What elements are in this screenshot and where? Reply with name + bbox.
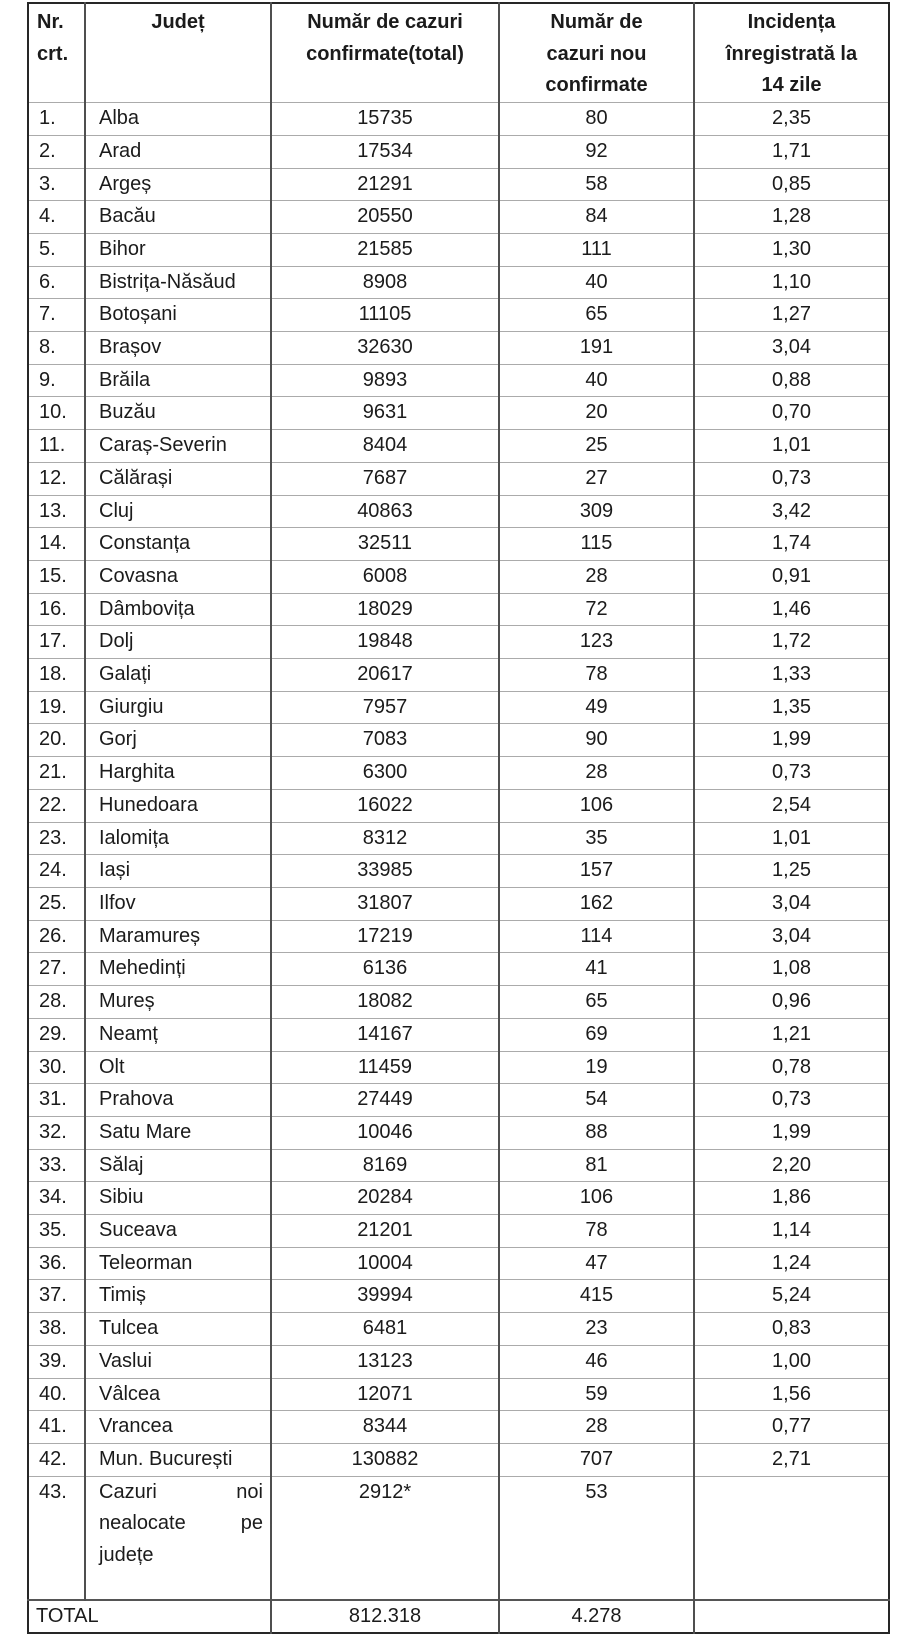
table-row bbox=[28, 233, 889, 266]
incidence-cell: 0,83 bbox=[694, 1313, 889, 1346]
new-cases-cell: 92 bbox=[499, 135, 694, 168]
confirmed-total-cell: 13123 bbox=[271, 1345, 499, 1378]
header-row bbox=[28, 3, 889, 103]
row-number-cell: 43. bbox=[28, 1476, 85, 1600]
row-number-cell: 7. bbox=[28, 299, 85, 332]
county-name-cell: Sibiu bbox=[85, 1182, 271, 1215]
incidence-cell: 1,00 bbox=[694, 1345, 889, 1378]
row-number-cell: 9. bbox=[28, 364, 85, 397]
confirmed-total-cell: 11105 bbox=[271, 299, 499, 332]
table-row bbox=[28, 887, 889, 920]
row-number-cell: 24. bbox=[28, 855, 85, 888]
new-cases-cell: 90 bbox=[499, 724, 694, 757]
table-row bbox=[28, 103, 889, 136]
new-cases-cell: 78 bbox=[499, 1215, 694, 1248]
incidence-cell: 1,99 bbox=[694, 1116, 889, 1149]
table-row bbox=[28, 1345, 889, 1378]
row-number-cell: 28. bbox=[28, 986, 85, 1019]
new-cases-cell: 115 bbox=[499, 528, 694, 561]
county-name-cell: Teleorman bbox=[85, 1247, 271, 1280]
county-name-cell: Dâmbovița bbox=[85, 593, 271, 626]
row-number-cell: 11. bbox=[28, 430, 85, 463]
incidence-cell bbox=[694, 1476, 889, 1600]
row-number-cell: 12. bbox=[28, 462, 85, 495]
county-name-cell: Neamț bbox=[85, 1018, 271, 1051]
row-number-cell: 22. bbox=[28, 789, 85, 822]
incidence-cell: 1,08 bbox=[694, 953, 889, 986]
new-cases-cell: 78 bbox=[499, 659, 694, 692]
row-number-cell: 21. bbox=[28, 757, 85, 790]
row-number-cell: 20. bbox=[28, 724, 85, 757]
county-name-cell: Mun. București bbox=[85, 1443, 271, 1476]
new-cases-cell: 72 bbox=[499, 593, 694, 626]
incidence-cell: 1,28 bbox=[694, 201, 889, 234]
row-number-cell: 8. bbox=[28, 332, 85, 365]
row-number-cell: 4. bbox=[28, 201, 85, 234]
confirmed-total-cell: 17219 bbox=[271, 920, 499, 953]
confirmed-total-cell: 7083 bbox=[271, 724, 499, 757]
incidence-cell: 1,21 bbox=[694, 1018, 889, 1051]
county-name-cell: Olt bbox=[85, 1051, 271, 1084]
table-row bbox=[28, 495, 889, 528]
table-row bbox=[28, 135, 889, 168]
header-nr-crt bbox=[28, 3, 85, 103]
row-number-cell: 15. bbox=[28, 560, 85, 593]
table-row bbox=[28, 364, 889, 397]
header-judet bbox=[85, 3, 271, 103]
new-cases-cell: 27 bbox=[499, 462, 694, 495]
table-row bbox=[28, 593, 889, 626]
row-number-cell: 2. bbox=[28, 135, 85, 168]
table-row bbox=[28, 201, 889, 234]
confirmed-total-cell: 32511 bbox=[271, 528, 499, 561]
table-row bbox=[28, 626, 889, 659]
table-row bbox=[28, 757, 889, 790]
table-row bbox=[28, 659, 889, 692]
confirmed-total-cell: 8344 bbox=[271, 1411, 499, 1444]
row-number-cell: 26. bbox=[28, 920, 85, 953]
confirmed-total-cell: 18029 bbox=[271, 593, 499, 626]
new-cases-cell: 28 bbox=[499, 1411, 694, 1444]
county-name-cell: Călărași bbox=[85, 462, 271, 495]
confirmed-total-cell: 10004 bbox=[271, 1247, 499, 1280]
confirmed-total-cell: 20617 bbox=[271, 659, 499, 692]
new-cases-cell: 47 bbox=[499, 1247, 694, 1280]
incidence-cell: 1,72 bbox=[694, 626, 889, 659]
county-name-cell: Ilfov bbox=[85, 887, 271, 920]
county-name-cell: Satu Mare bbox=[85, 1116, 271, 1149]
new-cases-cell: 25 bbox=[499, 430, 694, 463]
county-name-cell: Caraș-Severin bbox=[85, 430, 271, 463]
row-number-cell: 39. bbox=[28, 1345, 85, 1378]
confirmed-total-cell: 21201 bbox=[271, 1215, 499, 1248]
county-name-cell: Giurgiu bbox=[85, 691, 271, 724]
new-cases-cell: 88 bbox=[499, 1116, 694, 1149]
row-number-cell: 1. bbox=[28, 103, 85, 136]
new-cases-cell: 114 bbox=[499, 920, 694, 953]
table-row bbox=[28, 724, 889, 757]
confirmed-total-cell: 16022 bbox=[271, 789, 499, 822]
row-number-cell: 10. bbox=[28, 397, 85, 430]
row-number-cell: 31. bbox=[28, 1084, 85, 1117]
new-cases-cell: 191 bbox=[499, 332, 694, 365]
new-cases-cell: 35 bbox=[499, 822, 694, 855]
confirmed-total-cell: 20284 bbox=[271, 1182, 499, 1215]
table-row bbox=[28, 1247, 889, 1280]
table-row bbox=[28, 332, 889, 365]
incidence-cell: 0,77 bbox=[694, 1411, 889, 1444]
new-cases-cell: 106 bbox=[499, 1182, 694, 1215]
county-name-cell: Cazuri noi nealocate pe județe bbox=[85, 1476, 271, 1600]
row-number-cell: 13. bbox=[28, 495, 85, 528]
incidence-cell: 2,35 bbox=[694, 103, 889, 136]
confirmed-total-cell: 33985 bbox=[271, 855, 499, 888]
table-row bbox=[28, 1182, 889, 1215]
county-name-cell: Brașov bbox=[85, 332, 271, 365]
row-number-cell: 3. bbox=[28, 168, 85, 201]
table-row bbox=[28, 1476, 889, 1600]
county-name-cell: Tulcea bbox=[85, 1313, 271, 1346]
new-cases-cell: 123 bbox=[499, 626, 694, 659]
confirmed-total-cell: 19848 bbox=[271, 626, 499, 659]
county-name-cell: Prahova bbox=[85, 1084, 271, 1117]
incidence-cell: 1,33 bbox=[694, 659, 889, 692]
incidence-cell: 2,54 bbox=[694, 789, 889, 822]
new-cases-cell: 28 bbox=[499, 560, 694, 593]
table-body bbox=[28, 103, 889, 1600]
new-cases-cell: 20 bbox=[499, 397, 694, 430]
total-new-cases-cell: 4.278 bbox=[499, 1600, 694, 1634]
county-name-cell: Bihor bbox=[85, 233, 271, 266]
incidence-cell: 1,14 bbox=[694, 1215, 889, 1248]
row-number-cell: 23. bbox=[28, 822, 85, 855]
confirmed-total-cell: 11459 bbox=[271, 1051, 499, 1084]
county-name-cell: Bistrița-Năsăud bbox=[85, 266, 271, 299]
table-row bbox=[28, 986, 889, 1019]
new-cases-cell: 69 bbox=[499, 1018, 694, 1051]
county-name-cell: Gorj bbox=[85, 724, 271, 757]
incidence-cell: 5,24 bbox=[694, 1280, 889, 1313]
header-line: Nr. bbox=[37, 11, 64, 33]
incidence-cell: 0,73 bbox=[694, 757, 889, 790]
incidence-cell: 1,74 bbox=[694, 528, 889, 561]
incidence-cell: 0,70 bbox=[694, 397, 889, 430]
confirmed-total-cell: 12071 bbox=[271, 1378, 499, 1411]
incidence-cell: 1,27 bbox=[694, 299, 889, 332]
table-row bbox=[28, 1313, 889, 1346]
county-name-cell: Alba bbox=[85, 103, 271, 136]
header-line: Număr de bbox=[550, 11, 643, 33]
new-cases-cell: 19 bbox=[499, 1051, 694, 1084]
incidence-cell: 1,25 bbox=[694, 855, 889, 888]
new-cases-cell: 46 bbox=[499, 1345, 694, 1378]
header-line: înregistrată la bbox=[725, 42, 858, 65]
table-row bbox=[28, 822, 889, 855]
new-cases-cell: 65 bbox=[499, 299, 694, 332]
new-cases-cell: 65 bbox=[499, 986, 694, 1019]
header-line: crt. bbox=[37, 42, 69, 65]
new-cases-cell: 157 bbox=[499, 855, 694, 888]
table-row bbox=[28, 266, 889, 299]
county-name-cell: Maramureș bbox=[85, 920, 271, 953]
incidence-cell: 2,71 bbox=[694, 1443, 889, 1476]
header-line: cazuri nou bbox=[546, 42, 647, 65]
incidence-cell: 3,04 bbox=[694, 920, 889, 953]
incidence-cell: 0,96 bbox=[694, 986, 889, 1019]
county-name-cell: Vaslui bbox=[85, 1345, 271, 1378]
table-row bbox=[28, 397, 889, 430]
confirmed-total-cell: 6481 bbox=[271, 1313, 499, 1346]
incidence-cell: 0,73 bbox=[694, 1084, 889, 1117]
table-row bbox=[28, 299, 889, 332]
new-cases-cell: 111 bbox=[499, 233, 694, 266]
confirmed-total-cell: 8908 bbox=[271, 266, 499, 299]
row-number-cell: 42. bbox=[28, 1443, 85, 1476]
table-row bbox=[28, 430, 889, 463]
table-row bbox=[28, 789, 889, 822]
table-row bbox=[28, 1215, 889, 1248]
county-name-cell: Timiș bbox=[85, 1280, 271, 1313]
header-incidenta bbox=[694, 3, 889, 103]
covid-county-table bbox=[27, 2, 890, 1634]
new-cases-cell: 80 bbox=[499, 103, 694, 136]
county-name-cell: Sălaj bbox=[85, 1149, 271, 1182]
new-cases-cell: 707 bbox=[499, 1443, 694, 1476]
table-row bbox=[28, 1411, 889, 1444]
row-number-cell: 27. bbox=[28, 953, 85, 986]
county-name-cell: Vâlcea bbox=[85, 1378, 271, 1411]
row-number-cell: 32. bbox=[28, 1116, 85, 1149]
new-cases-cell: 40 bbox=[499, 266, 694, 299]
county-name-cell: Mehedinți bbox=[85, 953, 271, 986]
row-number-cell: 40. bbox=[28, 1378, 85, 1411]
new-cases-cell: 415 bbox=[499, 1280, 694, 1313]
incidence-cell: 0,91 bbox=[694, 560, 889, 593]
table-row bbox=[28, 1051, 889, 1084]
confirmed-total-cell: 8404 bbox=[271, 430, 499, 463]
confirmed-total-cell: 14167 bbox=[271, 1018, 499, 1051]
confirmed-total-cell: 21291 bbox=[271, 168, 499, 201]
incidence-cell: 1,35 bbox=[694, 691, 889, 724]
new-cases-cell: 23 bbox=[499, 1313, 694, 1346]
row-number-cell: 30. bbox=[28, 1051, 85, 1084]
total-incidence-cell bbox=[694, 1600, 889, 1634]
total-label: TOTAL bbox=[28, 1600, 271, 1634]
incidence-cell: 0,73 bbox=[694, 462, 889, 495]
table-row bbox=[28, 920, 889, 953]
row-number-cell: 16. bbox=[28, 593, 85, 626]
county-name-cell: Arad bbox=[85, 135, 271, 168]
header-line: confirmate bbox=[545, 74, 648, 97]
new-cases-cell: 41 bbox=[499, 953, 694, 986]
confirmed-total-cell: 27449 bbox=[271, 1084, 499, 1117]
county-name-cell: Mureș bbox=[85, 986, 271, 1019]
confirmed-total-cell: 20550 bbox=[271, 201, 499, 234]
row-number-cell: 19. bbox=[28, 691, 85, 724]
total-confirmed-cell: 812.318 bbox=[271, 1600, 499, 1634]
county-name-cell: Harghita bbox=[85, 757, 271, 790]
header-line: Județ bbox=[151, 11, 205, 33]
row-number-cell: 34. bbox=[28, 1182, 85, 1215]
confirmed-total-cell: 9631 bbox=[271, 397, 499, 430]
incidence-cell: 1,46 bbox=[694, 593, 889, 626]
incidence-cell: 1,10 bbox=[694, 266, 889, 299]
table-row bbox=[28, 1116, 889, 1149]
confirmed-total-cell: 130882 bbox=[271, 1443, 499, 1476]
new-cases-cell: 58 bbox=[499, 168, 694, 201]
row-number-cell: 33. bbox=[28, 1149, 85, 1182]
confirmed-total-cell: 9893 bbox=[271, 364, 499, 397]
incidence-cell: 0,88 bbox=[694, 364, 889, 397]
county-name-cell: Dolj bbox=[85, 626, 271, 659]
confirmed-total-cell: 15735 bbox=[271, 103, 499, 136]
incidence-cell: 3,04 bbox=[694, 332, 889, 365]
confirmed-total-cell: 8312 bbox=[271, 822, 499, 855]
county-name-cell: Brăila bbox=[85, 364, 271, 397]
row-number-cell: 29. bbox=[28, 1018, 85, 1051]
incidence-cell: 1,30 bbox=[694, 233, 889, 266]
confirmed-total-cell: 2912* bbox=[271, 1476, 499, 1600]
incidence-cell: 2,20 bbox=[694, 1149, 889, 1182]
incidence-cell: 3,42 bbox=[694, 495, 889, 528]
new-cases-cell: 49 bbox=[499, 691, 694, 724]
confirmed-total-cell: 17534 bbox=[271, 135, 499, 168]
table-row bbox=[28, 528, 889, 561]
county-name-cell: Argeș bbox=[85, 168, 271, 201]
header-line: 14 zile bbox=[761, 74, 822, 97]
row-number-cell: 17. bbox=[28, 626, 85, 659]
table-row bbox=[28, 560, 889, 593]
new-cases-cell: 40 bbox=[499, 364, 694, 397]
row-number-cell: 14. bbox=[28, 528, 85, 561]
confirmed-total-cell: 7957 bbox=[271, 691, 499, 724]
row-number-cell: 35. bbox=[28, 1215, 85, 1248]
confirmed-total-cell: 39994 bbox=[271, 1280, 499, 1313]
new-cases-cell: 53 bbox=[499, 1476, 694, 1600]
incidence-cell: 3,04 bbox=[694, 887, 889, 920]
new-cases-cell: 81 bbox=[499, 1149, 694, 1182]
table-row bbox=[28, 1084, 889, 1117]
row-number-cell: 18. bbox=[28, 659, 85, 692]
table-row bbox=[28, 1018, 889, 1051]
incidence-cell: 0,85 bbox=[694, 168, 889, 201]
row-number-cell: 5. bbox=[28, 233, 85, 266]
header-line: Incidența bbox=[747, 11, 836, 33]
county-name-cell: Hunedoara bbox=[85, 789, 271, 822]
header-nou-confirmate bbox=[499, 3, 694, 103]
county-name-cell: Covasna bbox=[85, 560, 271, 593]
new-cases-cell: 106 bbox=[499, 789, 694, 822]
row-number-cell: 6. bbox=[28, 266, 85, 299]
confirmed-total-cell: 18082 bbox=[271, 986, 499, 1019]
confirmed-total-cell: 6008 bbox=[271, 560, 499, 593]
table-row bbox=[28, 953, 889, 986]
confirmed-total-cell: 6300 bbox=[271, 757, 499, 790]
header-line: confirmate(total) bbox=[306, 42, 464, 65]
incidence-cell: 1,56 bbox=[694, 1378, 889, 1411]
county-name-cell: Iași bbox=[85, 855, 271, 888]
row-number-cell: 41. bbox=[28, 1411, 85, 1444]
row-number-cell: 25. bbox=[28, 887, 85, 920]
county-name-cell: Suceava bbox=[85, 1215, 271, 1248]
header-line: Număr de cazuri bbox=[307, 11, 463, 33]
confirmed-total-cell: 40863 bbox=[271, 495, 499, 528]
table-row bbox=[28, 1280, 889, 1313]
new-cases-cell: 84 bbox=[499, 201, 694, 234]
county-name-cell: Botoșani bbox=[85, 299, 271, 332]
incidence-cell: 0,78 bbox=[694, 1051, 889, 1084]
table-row bbox=[28, 1443, 889, 1476]
table-header bbox=[28, 3, 889, 103]
table-row bbox=[28, 1378, 889, 1411]
incidence-cell: 1,01 bbox=[694, 430, 889, 463]
table-footer bbox=[28, 1600, 889, 1634]
confirmed-total-cell: 31807 bbox=[271, 887, 499, 920]
incidence-cell: 1,71 bbox=[694, 135, 889, 168]
county-name-cell: Bacău bbox=[85, 201, 271, 234]
incidence-cell: 1,99 bbox=[694, 724, 889, 757]
table-row bbox=[28, 691, 889, 724]
confirmed-total-cell: 21585 bbox=[271, 233, 499, 266]
table-row bbox=[28, 1149, 889, 1182]
confirmed-total-cell: 6136 bbox=[271, 953, 499, 986]
county-name-cell: Buzău bbox=[85, 397, 271, 430]
incidence-cell: 1,01 bbox=[694, 822, 889, 855]
county-name-cell: Constanța bbox=[85, 528, 271, 561]
county-name-cell: Galați bbox=[85, 659, 271, 692]
county-name-cell: Ialomița bbox=[85, 822, 271, 855]
confirmed-total-cell: 8169 bbox=[271, 1149, 499, 1182]
table-row bbox=[28, 462, 889, 495]
table-row bbox=[28, 855, 889, 888]
new-cases-cell: 54 bbox=[499, 1084, 694, 1117]
total-row bbox=[28, 1600, 889, 1634]
confirmed-total-cell: 7687 bbox=[271, 462, 499, 495]
incidence-cell: 1,24 bbox=[694, 1247, 889, 1280]
new-cases-cell: 309 bbox=[499, 495, 694, 528]
row-number-cell: 37. bbox=[28, 1280, 85, 1313]
table-row bbox=[28, 168, 889, 201]
incidence-cell: 1,86 bbox=[694, 1182, 889, 1215]
row-number-cell: 38. bbox=[28, 1313, 85, 1346]
row-number-cell: 36. bbox=[28, 1247, 85, 1280]
new-cases-cell: 162 bbox=[499, 887, 694, 920]
new-cases-cell: 59 bbox=[499, 1378, 694, 1411]
county-name-cell: Vrancea bbox=[85, 1411, 271, 1444]
county-name-cell: Cluj bbox=[85, 495, 271, 528]
confirmed-total-cell: 10046 bbox=[271, 1116, 499, 1149]
confirmed-total-cell: 32630 bbox=[271, 332, 499, 365]
header-confirmate-total bbox=[271, 3, 499, 103]
new-cases-cell: 28 bbox=[499, 757, 694, 790]
